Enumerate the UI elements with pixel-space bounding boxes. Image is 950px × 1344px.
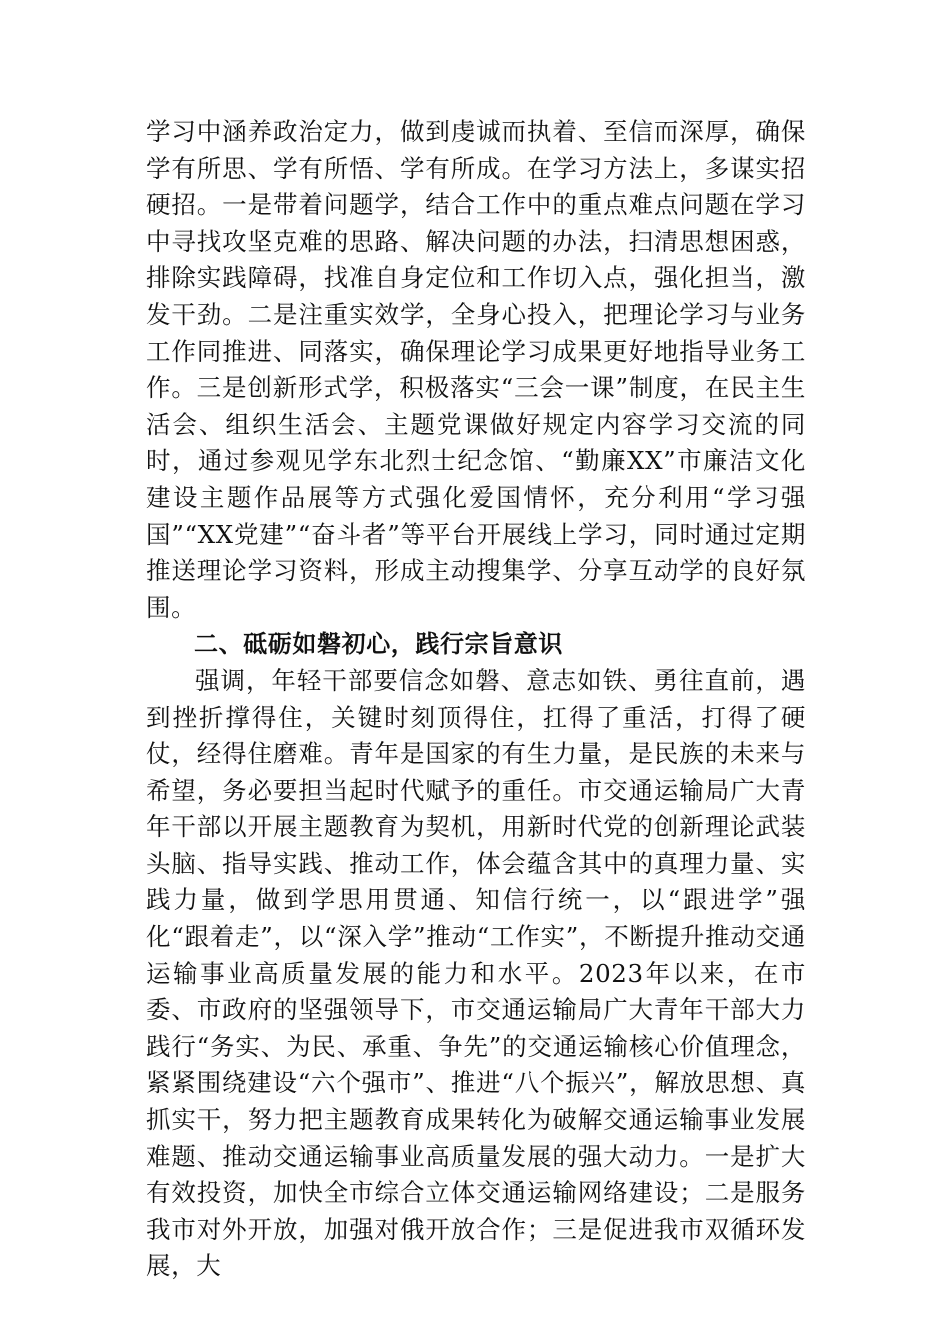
document-body: [146, 114, 806, 1285]
paragraph-study-methods: 学习中涵养政治定力，做到虔诚而执着、至信而深厚，确保学有所思、学有所悟、学有所成。在学习方法上，多谋实招硬招。一是带着问题学，结合工作中的重点难点问题在学习中寻找攻坚克难的思路、解决问题的办法，扫清思想困惑，排除实践障碍，找准自身定位和工作切入点，强化担当，激发干劲。二是注重实效学，全身心投入，把理论学习与业务工作同推进、同落实，确保理论学习成果更好地指导业务工作。三是创新形式学，积极落实“三会一课”制度，在民主生活会、组织生活会、主题党课做好规定内容学习交流的同时，通过参观见学东北烈士纪念馆、“勤廉XX”市廉洁文化建设主题作品展等方式强化爱国情怀，充分利用“学习强国”“XX党建”“奋斗者”等平台开展线上学习，同时通过定期推送理论学习资料，形成主动搜集学、分享互动学的良好氛围。: [146, 117, 806, 622]
section-heading-2: 二、砥砺如磐初心，践行宗旨意识: [194, 630, 563, 659]
paragraph-youth-cadres: 强调，年轻干部要信念如磐、意志如铁、勇往直前，遇到挫折撑得住，关键时刻顶得住，扛得了重活，打得了硬仗，经得住磨难。青年是国家的有生力量，是民族的未来与希望，务必要担当起时代赋予的重任。市交通运输局广大青年干部以开展主题教育为契机，用新时代党的创新理论武装头脑、指导实践、推动工作，体会蕴含其中的真理力量、实践力量，做到学思用贯通、知信行统一，以“跟进学”强化“跟着走”，以“深入学”推动“工作实”，不断提升推动交通运输事业高质量发展的能力和水平。2023年以来，在市委、市政府的坚强领导下，市交通运输局广大青年干部大力践行“务实、为民、承重、争先”的交通运输核心价值理念，紧紧围绕建设“六个强市”、推进“八个振兴”，解放思想、真抓实干，努力把主题教育成果转化为破解交通运输事业发展难题、推动交通运输事业高质量发展的强大动力。一是扩大有效投资，加快全市综合立体交通运输网络建设；二是服务我市对外开放，加强对俄开放合作；三是促进我市双循环发展，大: [146, 665, 806, 1281]
